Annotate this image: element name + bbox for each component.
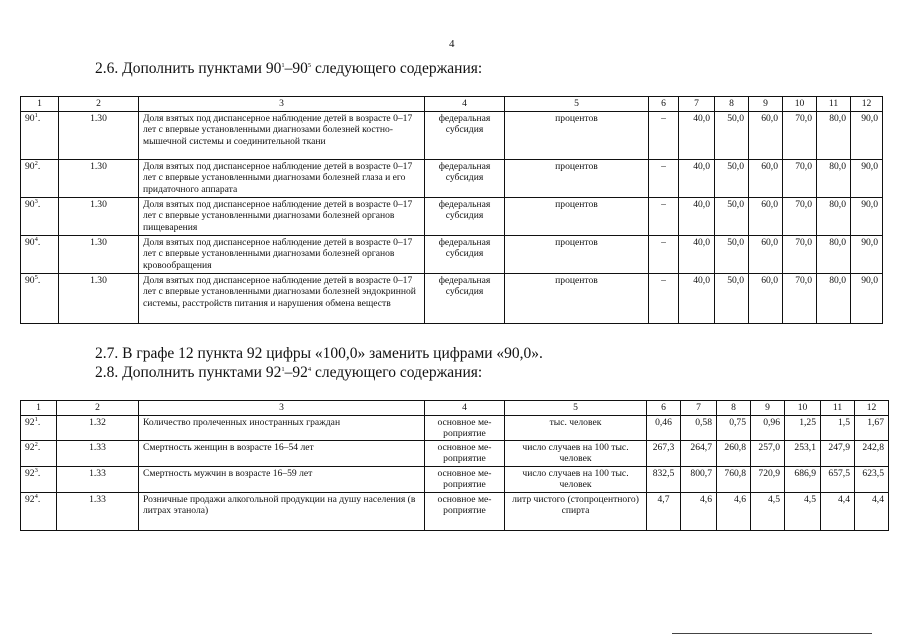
- section-2-6-text-b: –90: [284, 60, 308, 77]
- row-number-base: 90: [25, 198, 35, 210]
- section-2-8-text-a: 2.8. Дополнить пунктами 92: [95, 364, 282, 381]
- table-row: [21, 415, 889, 440]
- column-header: 11: [817, 97, 851, 112]
- column-header: 2: [59, 97, 139, 112]
- column-header: 9: [751, 401, 785, 416]
- table-section-2-8: [20, 400, 889, 531]
- row-number-suffix: .: [37, 416, 41, 428]
- section-2-8-text-c: следующего содержания:: [311, 364, 483, 381]
- column-header: 5: [505, 401, 647, 416]
- row-code: 1.33: [57, 466, 139, 492]
- row-source: федеральная субсидия: [425, 273, 505, 323]
- value-col-7: 40,0: [679, 273, 715, 323]
- value-col-10: 70,0: [783, 273, 817, 323]
- column-header: 4: [425, 401, 505, 416]
- section-2-6-text-a: 2.6. Дополнить пунктами 90: [95, 60, 282, 77]
- table-row: [21, 440, 889, 466]
- column-header: 12: [855, 401, 889, 416]
- row-unit: процентов: [505, 273, 649, 323]
- column-header: 6: [647, 401, 681, 416]
- row-number-sup: 5: [34, 273, 38, 281]
- value-col-6: 4,7: [647, 492, 681, 530]
- row-source: основное мероприятие: [425, 466, 505, 492]
- row-unit: число случаев на 100 тыс. человек: [505, 466, 647, 492]
- value-col-12: 623,5: [855, 466, 889, 492]
- row-number-sup: 4: [34, 235, 38, 243]
- value-col-7: 40,0: [679, 159, 715, 197]
- value-col-11: 80,0: [817, 111, 851, 159]
- section-2-8-sup-from: 1: [281, 365, 285, 373]
- value-col-10: 70,0: [783, 235, 817, 273]
- row-description: Смертность мужчин в возрасте 16–59 лет: [139, 466, 425, 492]
- table-row: [21, 273, 883, 323]
- row-unit: процентов: [505, 159, 649, 197]
- footer-rule: [672, 633, 872, 634]
- value-col-8: 50,0: [715, 235, 749, 273]
- row-number: [21, 159, 59, 197]
- section-2-7-heading: 2.7. В графе 12 пункта 92 цифры «100,0» заменить цифрами «90,0».: [95, 345, 543, 362]
- row-unit: число случаев на 100 тыс. человек: [505, 440, 647, 466]
- row-description: Смертность женщин в возрасте 16–54 лет: [139, 440, 425, 466]
- table-row: [21, 197, 883, 235]
- value-col-7: 40,0: [679, 197, 715, 235]
- section-2-8-sup-to: 4: [307, 365, 312, 373]
- table-header-row: [21, 97, 883, 112]
- value-col-8: 0,75: [717, 415, 751, 440]
- value-col-11: 657,5: [821, 466, 855, 492]
- row-source: федеральная субсидия: [425, 111, 505, 159]
- value-col-8: 260,8: [717, 440, 751, 466]
- column-header: 3: [139, 401, 425, 416]
- row-description: Розничные продажи алкогольной продукции на душу населения (в литрах этанола): [139, 492, 425, 530]
- column-header: 1: [21, 401, 57, 416]
- page-number: 4: [449, 38, 455, 50]
- value-col-9: 60,0: [749, 111, 783, 159]
- row-number-sup: 1: [34, 415, 38, 423]
- value-col-9: 60,0: [749, 273, 783, 323]
- row-number-sup: 1: [34, 111, 38, 119]
- row-unit: процентов: [505, 197, 649, 235]
- row-number-suffix: .: [37, 236, 41, 248]
- column-header: 9: [749, 97, 783, 112]
- column-header: 11: [821, 401, 855, 416]
- value-col-12: 90,0: [851, 159, 883, 197]
- section-2-6-sup-to: 5: [307, 61, 312, 69]
- row-number: [21, 492, 57, 530]
- value-col-8: 760,8: [717, 466, 751, 492]
- value-col-6: –: [649, 159, 679, 197]
- row-number-suffix: .: [37, 160, 41, 172]
- row-number: [21, 440, 57, 466]
- row-number-sup: 4: [34, 492, 38, 500]
- value-col-7: 264,7: [681, 440, 717, 466]
- value-col-12: 90,0: [851, 197, 883, 235]
- row-number-base: 92: [25, 441, 35, 453]
- value-col-11: 80,0: [817, 273, 851, 323]
- row-number-base: 90: [25, 236, 35, 248]
- value-col-6: 832,5: [647, 466, 681, 492]
- column-header: 2: [57, 401, 139, 416]
- row-unit: процентов: [505, 235, 649, 273]
- row-number-sup: 3: [34, 197, 38, 205]
- row-code: 1.30: [59, 273, 139, 323]
- row-number-suffix: .: [37, 441, 41, 453]
- value-col-6: –: [649, 197, 679, 235]
- row-number: [21, 197, 59, 235]
- row-number: [21, 235, 59, 273]
- value-col-7: 40,0: [679, 111, 715, 159]
- table-row: [21, 492, 889, 530]
- value-col-10: 70,0: [783, 197, 817, 235]
- column-header: 1: [21, 97, 59, 112]
- column-header: 8: [717, 401, 751, 416]
- section-2-8-text-b: –92: [284, 364, 308, 381]
- table-row: [21, 159, 883, 197]
- row-unit: процентов: [505, 111, 649, 159]
- column-header: 7: [681, 401, 717, 416]
- value-col-11: 4,4: [821, 492, 855, 530]
- row-number-suffix: .: [37, 198, 41, 210]
- row-number: [21, 466, 57, 492]
- value-col-6: –: [649, 111, 679, 159]
- row-unit: тыс. человек: [505, 415, 647, 440]
- table-row: [21, 111, 883, 159]
- value-col-8: 4,6: [717, 492, 751, 530]
- value-col-10: 686,9: [785, 466, 821, 492]
- column-header: 6: [649, 97, 679, 112]
- value-col-7: 40,0: [679, 235, 715, 273]
- value-col-11: 1,5: [821, 415, 855, 440]
- row-code: 1.33: [57, 492, 139, 530]
- value-col-6: –: [649, 273, 679, 323]
- column-header: 10: [785, 401, 821, 416]
- value-col-11: 80,0: [817, 159, 851, 197]
- value-col-6: 0,46: [647, 415, 681, 440]
- value-col-12: 90,0: [851, 111, 883, 159]
- value-col-10: 70,0: [783, 159, 817, 197]
- column-header: 7: [679, 97, 715, 112]
- value-col-9: 60,0: [749, 235, 783, 273]
- row-description: Доля взятых под диспансерное наблюдение детей в возрасте 0–17 лет с впервые установленными диагнозами болезней костно-мышечной системы и соединительной ткани: [139, 111, 425, 159]
- row-number-base: 90: [25, 160, 35, 172]
- value-col-9: 4,5: [751, 492, 785, 530]
- value-col-9: 60,0: [749, 197, 783, 235]
- row-number-base: 92: [25, 493, 35, 505]
- row-code: 1.32: [57, 415, 139, 440]
- value-col-11: 80,0: [817, 235, 851, 273]
- value-col-10: 253,1: [785, 440, 821, 466]
- value-col-12: 1,67: [855, 415, 889, 440]
- row-code: 1.30: [59, 111, 139, 159]
- value-col-12: 90,0: [851, 235, 883, 273]
- value-col-12: 4,4: [855, 492, 889, 530]
- row-code: 1.33: [57, 440, 139, 466]
- row-source: федеральная субсидия: [425, 197, 505, 235]
- value-col-10: 1,25: [785, 415, 821, 440]
- value-col-12: 90,0: [851, 273, 883, 323]
- section-2-6-heading: [95, 60, 482, 78]
- row-code: 1.30: [59, 197, 139, 235]
- row-description: Доля взятых под диспансерное наблюдение детей в возрасте 0–17 лет с впервые установленными диагнозами болезней глаза и его придаточного аппарата: [139, 159, 425, 197]
- row-description: Доля взятых под диспансерное наблюдение детей в возрасте 0–17 лет с впервые установленными диагнозами болезней органов пищеварения: [139, 197, 425, 235]
- value-col-7: 4,6: [681, 492, 717, 530]
- value-col-9: 720,9: [751, 466, 785, 492]
- row-number-sup: 3: [34, 466, 38, 474]
- row-number-base: 92: [25, 467, 35, 479]
- value-col-10: 70,0: [783, 111, 817, 159]
- row-description: Количество пролеченных иностранных граждан: [139, 415, 425, 440]
- value-col-6: –: [649, 235, 679, 273]
- row-number-suffix: .: [37, 467, 41, 479]
- row-source: федеральная субсидия: [425, 159, 505, 197]
- row-number-base: 92: [25, 416, 35, 428]
- row-description: Доля взятых под диспансерное наблюдение детей в возрасте 0–17 лет с впервые установленными диагнозами болезней органов кровообращения: [139, 235, 425, 273]
- row-unit: литр чистого (стопроцентного) спирта: [505, 492, 647, 530]
- table-header-row: [21, 401, 889, 416]
- value-col-7: 0,58: [681, 415, 717, 440]
- row-number-suffix: .: [37, 493, 41, 505]
- column-header: 10: [783, 97, 817, 112]
- value-col-9: 60,0: [749, 159, 783, 197]
- row-number-sup: 2: [34, 440, 38, 448]
- row-number-base: 90: [25, 274, 35, 286]
- row-number: [21, 273, 59, 323]
- section-2-8-heading: [95, 364, 482, 382]
- column-header: 8: [715, 97, 749, 112]
- value-col-12: 242,8: [855, 440, 889, 466]
- table-row: [21, 466, 889, 492]
- column-header: 5: [505, 97, 649, 112]
- value-col-8: 50,0: [715, 111, 749, 159]
- column-header: 12: [851, 97, 883, 112]
- value-col-8: 50,0: [715, 159, 749, 197]
- value-col-10: 4,5: [785, 492, 821, 530]
- row-number-suffix: .: [37, 274, 41, 286]
- row-number: [21, 111, 59, 159]
- column-header: 3: [139, 97, 425, 112]
- row-number-base: 90: [25, 112, 35, 124]
- value-col-9: 0,96: [751, 415, 785, 440]
- row-source: основное мероприятие: [425, 440, 505, 466]
- row-code: 1.30: [59, 235, 139, 273]
- table-row: [21, 235, 883, 273]
- section-2-6-sup-from: 1: [281, 61, 285, 69]
- value-col-11: 247,9: [821, 440, 855, 466]
- row-description: Доля взятых под диспансерное наблюдение детей в возрасте 0–17 лет с впервые установленными диагнозами болезней эндокринной системы, расстройств питания и нарушения обмена веществ: [139, 273, 425, 323]
- row-source: основное мероприятие: [425, 415, 505, 440]
- row-source: основное мероприятие: [425, 492, 505, 530]
- row-number-sup: 2: [34, 159, 38, 167]
- value-col-11: 80,0: [817, 197, 851, 235]
- value-col-8: 50,0: [715, 273, 749, 323]
- value-col-8: 50,0: [715, 197, 749, 235]
- value-col-6: 267,3: [647, 440, 681, 466]
- row-code: 1.30: [59, 159, 139, 197]
- value-col-7: 800,7: [681, 466, 717, 492]
- value-col-9: 257,0: [751, 440, 785, 466]
- row-source: федеральная субсидия: [425, 235, 505, 273]
- column-header: 4: [425, 97, 505, 112]
- section-2-6-text-c: следующего содержания:: [311, 60, 483, 77]
- table-section-2-6: [20, 96, 883, 324]
- row-number-suffix: .: [37, 112, 41, 124]
- row-number: [21, 415, 57, 440]
